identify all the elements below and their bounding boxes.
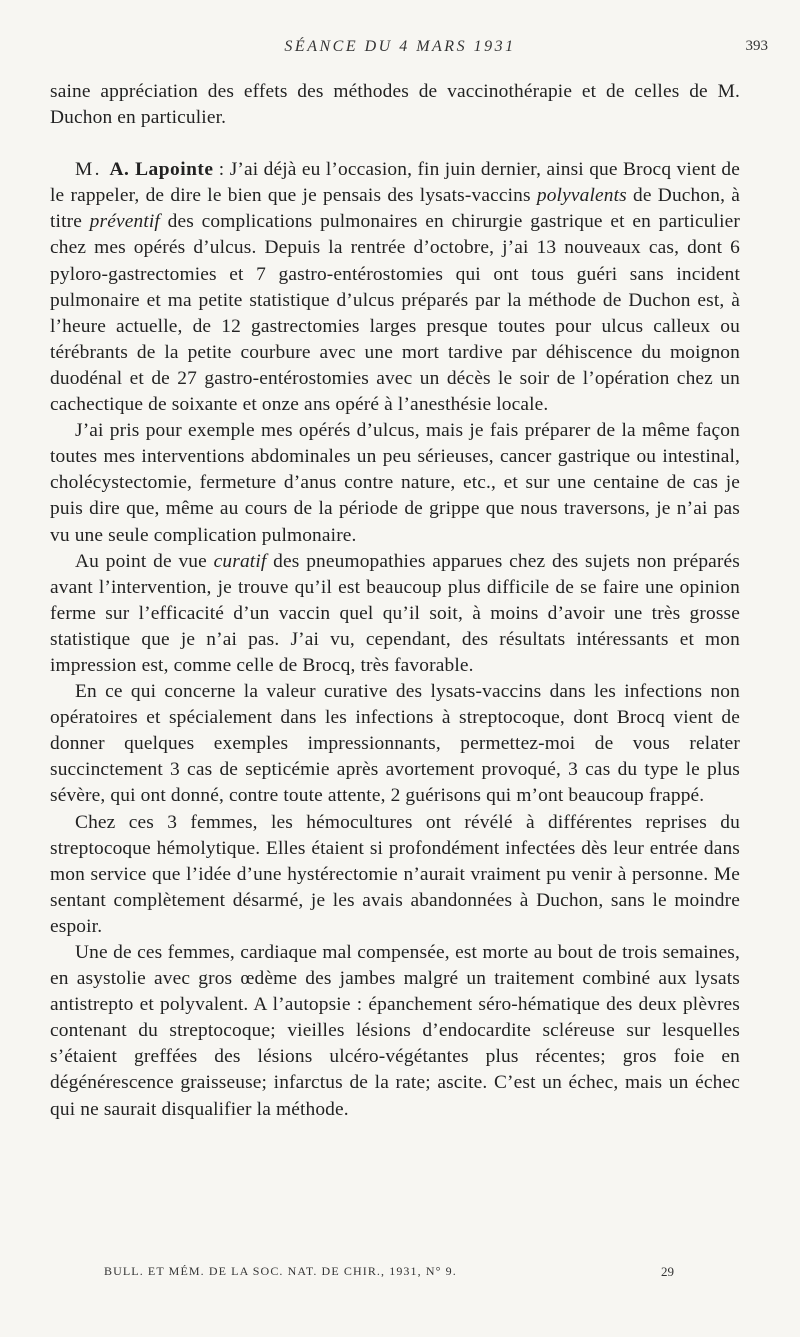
paragraph-text: des complications pulmonaires en chirurgie gastrique et en particulier chez mes opérés d’ulcus. Depuis la rentrée d’octobre, j’ai 13 nouveaux cas, dont 6 pyloro-gastrectomies et 7 gastro-entérostomies qui ont tous guéri sans incident pulmonaire et ma petite statistique d’ulcus préparés par la méthode de Duchon est, à l’heure actuelle, de 12 gastrectomies larges presque toutes pour ulcus calleux ou térébrants de la petite courbure avec une mort tardive par déhiscence du moignon duodénal et de 27 gastro-entérostomies avec un décès le soir de l’opération chez un cachectique de soixante et onze ans opéré à l’anesthésie locale.: [50, 211, 740, 416]
paragraph-text: Une de ces femmes, cardiaque mal compensée, est morte au bout de trois semaines, en asystolie avec gros œdème des jambes malgré un traitement combiné aux lysats antistrepto et polyvalent. A l’autopsie : épanchement séro-hématique des deux plèvres contenant du streptocoque; vieilles lésions d’endocardite scléreuse sur lesquelles s’étaient greffées des lésions ulcéro-végétantes plus récentes; gros foie en dégénérescence graisseuse; infarctus de la rate; ascite. C’est un échec, mais un échec qui ne saurait disqualifier la méthode.: [50, 942, 740, 1120]
paragraph-continuation: [50, 79, 740, 131]
page-footer: [0, 1264, 800, 1286]
paragraph-ulcus-examples: [50, 418, 740, 548]
paragraph-lapointe-intervention: [50, 157, 740, 418]
paragraph-curatif: [50, 549, 740, 679]
running-head: SÉANCE DU 4 MARS 1931: [284, 38, 516, 55]
paragraph-text: des pneumopathies apparues chez des sujets non préparés avant l’intervention, je trouve qu’il est beaucoup plus difficile de se faire une opinion ferme sur l’efficacité d’un vaccin quel qu’il soit, à moins d’avoir une très grosse statistique que je n’ai pas. J’ai vu, cependant, des résultats intéressants et mon impression est, comme celle de Brocq, très favorable.: [50, 550, 740, 676]
emphasis-preventif: préventif: [89, 211, 160, 233]
paragraph-text: de Duchon, à titre: [50, 185, 741, 233]
paragraph-septicemie: [50, 679, 740, 809]
paragraph-text: saine appréciation des effets des méthodes de vaccinothérapie et de celles de M. Duchon en particulier.: [50, 81, 740, 129]
speaker-name-bold: A. Lapointe: [109, 159, 214, 181]
paragraph-text: En ce qui concerne la valeur curative des lysats-vaccins dans les infections non opératoires et spécialement dans les infections à streptocoque, dont Brocq vient de donner quelques exemples impressionnants, permettez-moi de vous relater succinctement 3 cas de septicémie après avortement provoqué, 3 cas du type le plus sévère, qui ont donné, contre toute attente, 2 guérisons qui m’ont beaucoup frappé.: [50, 681, 740, 807]
emphasis-polyvalents: polyvalents: [536, 185, 627, 207]
paragraph-text: J’ai pris pour exemple mes opérés d’ulcus, mais je fais préparer de la même façon toutes mes interventions abdominales un peu sérieuses, cancer gastrique ou intestinal, cholécystectomie, fermeture d’anus contre nature, etc., et sur une centaine de cas je puis dire que, même au cours de la période de grippe que nous traversons, je n’ai pas vu une seule complication pulmonaire.: [50, 420, 740, 546]
page-header: [0, 38, 800, 64]
speaker-name: [110, 159, 214, 180]
body-text: [50, 79, 740, 1123]
paragraph-text: Au point de vue: [75, 550, 214, 572]
paragraph-autopsie: [50, 940, 740, 1123]
paragraph-text: : J’ai déjà eu l’occasion, fin juin dernier, ainsi que Brocq vient de le rappeler, de dire le bien que je pensais des lysats-vaccins: [50, 159, 741, 207]
emphasis-curatif: curatif: [213, 550, 267, 572]
page-number: 393: [745, 38, 768, 54]
journal-reference: BULL. ET MÉM. DE LA SOC. NAT. DE CHIR., 1931, N° 9.: [104, 1264, 457, 1278]
paragraph-hemocultures: [50, 810, 740, 940]
speaker-prefix: M.: [75, 159, 110, 181]
signature-mark: 29: [661, 1264, 674, 1279]
paragraph-text: Chez ces 3 femmes, les hémocultures ont révélé à différentes reprises du streptocoque hémolytique. Elles étaient si profondément infectées dès leur entrée dans mon service que l’idée d’une hystérectomie n’aurait vraiment pu venir à personne. Me sentant complètement désarmé, je les avais abandonnées à Duchon, sans le moindre espoir.: [50, 811, 740, 937]
